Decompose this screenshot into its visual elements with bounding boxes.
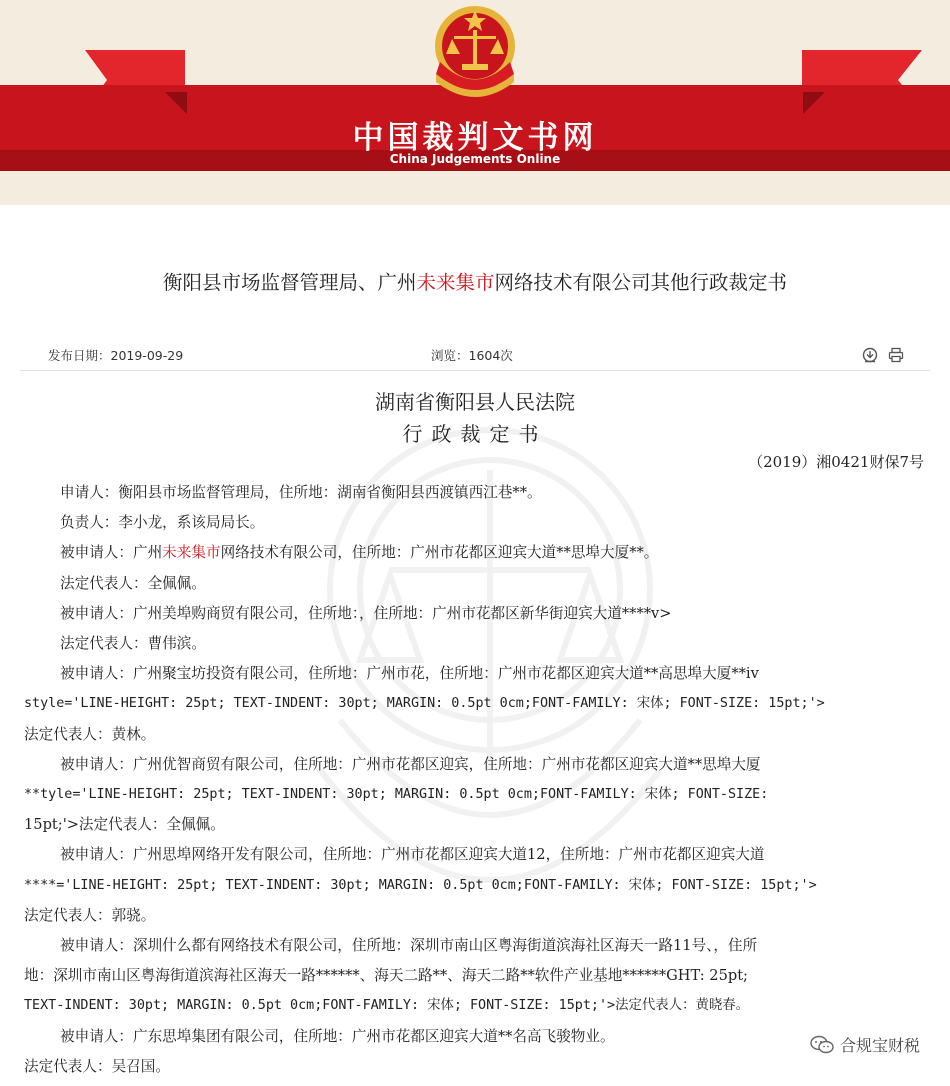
paragraph: 申请人：衡阳县市场监督管理局，住所地：湖南省衡阳县西渡镇西江巷**。 [60, 484, 542, 501]
paragraph-continued: style='LINE-HEIGHT: 25pt; TEXT-INDENT: 30pt; MARGIN: 0.5pt 0cm;FONT-FAMILY: 宋体; FONT-SIZE: 15pt;'> [24, 696, 825, 712]
site-title[interactable]: 中国裁判文书网 [352, 120, 598, 156]
paragraph: 被申请人：广州聚宝坊投资有限公司，住所地：广州市花，住所地：广州市花都区迎宾大道**高思埠大厦**iv [60, 665, 759, 683]
footer-brand [810, 1033, 920, 1056]
paragraph-continued: 15pt;'>法定代表人：全佩佩。 [24, 816, 225, 834]
court-name: 湖南省衡阳县人民法院 [375, 390, 575, 414]
paragraph: 法定代表人：吴召国。 [24, 1057, 170, 1075]
paragraph: 被申请人：广东思埠集团有限公司，住所地：广州市花都区迎宾大道**名高飞骏物业。 [60, 1027, 615, 1045]
site-subtitle: China Judgements Online [389, 152, 561, 166]
paragraph-continued: ****='LINE-HEIGHT: 25pt; TEXT-INDENT: 30pt; MARGIN: 0.5pt 0cm;FONT-FAMILY: 宋体; FONT-SIZE: 15pt;'> [24, 877, 817, 893]
court-emblem-icon [430, 2, 520, 102]
case-number: （2019）湘0421财保7号 [748, 453, 924, 471]
case-title: 衡阳县市场监督管理局、广州未来集市网络技术有限公司其他行政裁定书 [162, 271, 788, 294]
paragraph: 被申请人：深圳什么都有网络技术有限公司，住所地：深圳市南山区粤海街道滨海社区海天一路11号、，住所 [60, 937, 758, 955]
publish-date: 发布日期：2019-09-29 [48, 348, 184, 363]
title-highlight: 未来集市 [416, 271, 495, 294]
download-icon[interactable] [862, 347, 878, 363]
paragraph: 法定代表人：曹伟滨。 [60, 635, 206, 653]
brand-name: 合规宝财税 [839, 1036, 920, 1055]
paragraph: 被申请人：广州美埠购商贸有限公司，住所地：，住所地：广州市花都区新华街迎宾大道****v> [60, 604, 672, 622]
print-icon[interactable] [888, 347, 904, 363]
paragraph: 负责人：李小龙，系该局局长。 [60, 514, 265, 532]
meta-actions [862, 347, 904, 363]
paragraph-continued: 地：深圳市南山区粤海街道滨海社区海天一路******、海天二路**、海天二路**软件产业基地******GHT: 25pt; [24, 967, 748, 985]
paragraph-continued: **tyle='LINE-HEIGHT: 25pt; TEXT-INDENT: 30pt; MARGIN: 0.5pt 0cm;FONT-FAMILY: 宋体; FONT-SIZE: [24, 787, 769, 803]
paragraph: 被申请人：广州思埠网络开发有限公司，住所地：广州市花都区迎宾大道12，住所地：广州市花都区迎宾大道 [60, 846, 765, 864]
paragraph-continued: 法定代表人：郭骁。 [24, 906, 156, 924]
paragraph-continued: TEXT-INDENT: 30pt; MARGIN: 0.5pt 0cm;FONT-FAMILY: 宋体; FONT-SIZE: 15pt;'>法定代表人：黄晓春。 [24, 998, 750, 1014]
text-highlight: 未来集市 [162, 544, 221, 562]
document-type: 行政裁定书 [402, 422, 548, 446]
site-banner [0, 0, 950, 205]
view-count: 浏览：1604次 [431, 348, 513, 363]
meta-row [20, 340, 930, 371]
document-body [24, 478, 926, 1082]
paragraph: 被申请人：广州未来集市网络技术有限公司，住所地：广州市花都区迎宾大道**思埠大厦**。 [60, 544, 659, 562]
paragraph: 被申请人：广州优智商贸有限公司，住所地：广州市花都区迎宾，住所地：广州市花都区迎宾大道**思埠大厦 [60, 755, 761, 773]
wechat-icon [810, 1035, 834, 1055]
paragraph-continued: 法定代表人：黄林。 [24, 725, 156, 743]
paragraph: 法定代表人：全佩佩。 [60, 574, 206, 592]
